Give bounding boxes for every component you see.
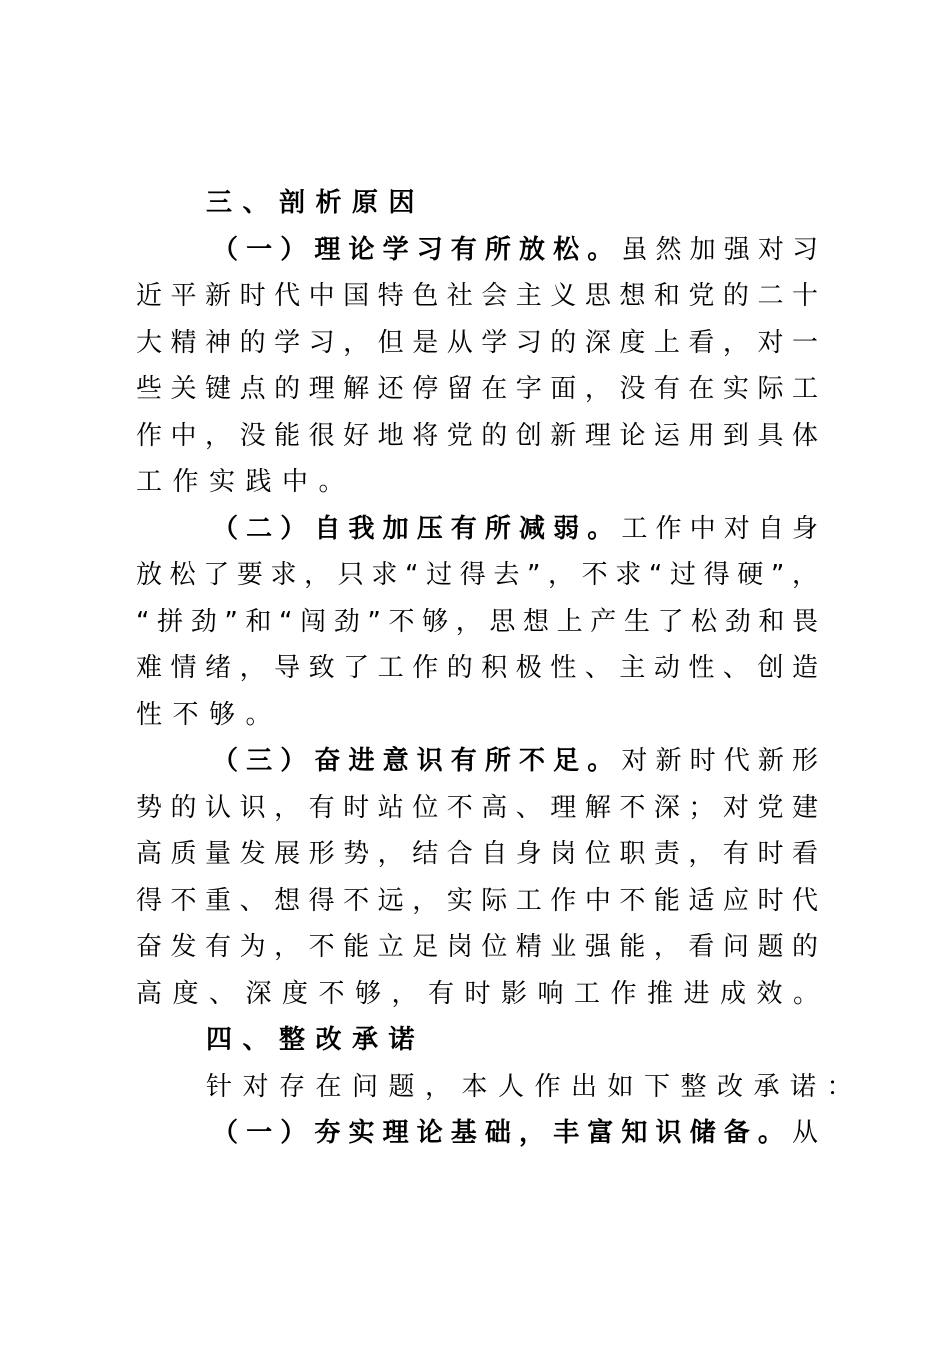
document-body [136,180,864,1157]
body-text: 奋发有为，不能立足岗位精业强能，看问题的 [136,932,818,962]
heading-text: 三、剖析原因 [206,188,426,218]
body-text: 势的认识，有时站位不高、理解不深；对党建 [136,792,818,823]
paragraph-line [136,785,818,832]
body-text: 针对存在问题，本人作出如下整改承诺： [206,1071,864,1102]
body-text: 得不重、想得不远，实际工作中不能适应时代 [136,885,818,916]
heading-text: 四、整改承诺 [206,1025,426,1055]
body-text: 对新时代新形 [621,746,818,776]
paragraph-line [136,227,818,274]
body-text: 性不够。 [136,699,283,730]
body-text: 些关键点的理解还停留在字面，没有在实际工 [136,374,818,404]
body-text: 工作实践中。 [136,467,356,497]
body-text: “拼劲”和“闯劲”不够，思想上产生了松劲和畏 [136,606,818,637]
body-text: 近平新时代中国特色社会主义思想和党的二十 [136,281,818,311]
paragraph-line [136,831,818,878]
paragraph-line [136,413,818,460]
paragraph-line [136,924,818,971]
section-heading-commitment [136,1017,826,1064]
body-text: 大精神的学习，但是从学习的深度上看，对一 [136,327,818,358]
subheading-text: （一）夯实理论基础，丰富知识储备。 [212,1118,792,1148]
paragraph-line [136,552,818,599]
paragraph-line [136,459,826,506]
paragraph-line [136,878,818,925]
paragraph-line [136,599,818,646]
body-text: 难情绪，导致了工作的积极性、主动性、创造 [136,653,818,683]
body-text: 工作中对自身 [621,513,818,544]
subheading-text: （一）理论学习有所放松。 [212,234,622,265]
paragraph-line [136,320,818,367]
section-heading-analysis [136,180,826,227]
subheading-text: （三）奋进意识有所不足。 [212,746,622,776]
subheading-text: （二）自我加压有所减弱。 [212,513,622,544]
paragraph-line [136,273,818,320]
paragraph-line [136,366,818,413]
paragraph-line [136,738,818,785]
paragraph-line [136,645,818,692]
body-text: 高度、深度不够，有时影响工作推进成效。 [136,978,830,1009]
body-text: 高质量发展形势，结合自身岗位职责，有时看 [136,839,818,869]
paragraph-line [136,506,818,553]
body-text: 作中，没能很好地将党的创新理论运用到具体 [136,420,818,451]
paragraph-line [136,692,826,739]
paragraph-line [136,971,830,1018]
paragraph-line [136,1064,864,1111]
body-text: 虽然加强对习 [621,234,818,265]
body-text: 放松了要求，只求“过得去”，不求“过得硬”， [136,560,818,590]
paragraph-line [136,1110,818,1157]
body-text: 从 [791,1118,818,1148]
